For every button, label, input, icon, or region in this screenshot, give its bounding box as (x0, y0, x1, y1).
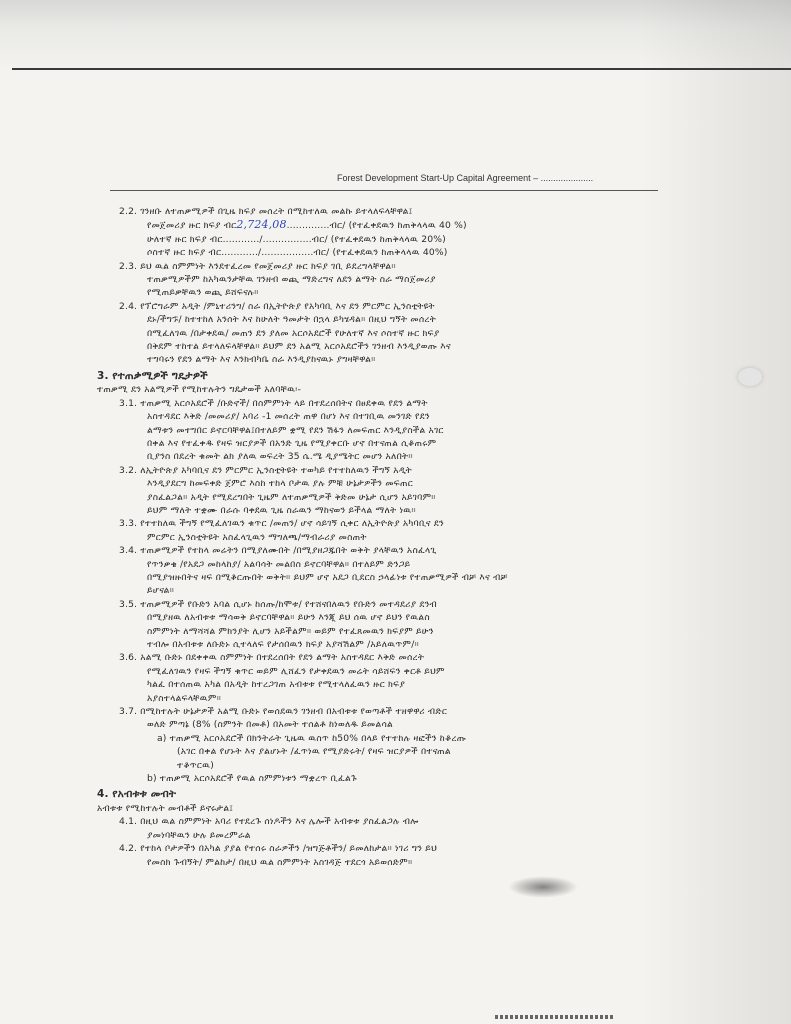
line-text: በሚፈለገዉ /በታቀደዉ/ መጠን ደን ያለመ አርሶአደሮች የሁለተኛ እና ሶስተኛ ዙር ክፍያ (147, 327, 440, 339)
line-text: የሚፈለገዉን የዛፍ ችግኝ ቁጥር ወይም ሊሸፈን የታቀደዉን መሬት ሳይሸፍን ቀርቶ ይህም (147, 665, 445, 677)
line-text: 3.2. ለኢትዮጵያ አካባቢና ደን ምርምር ኢንስቲትዩት ተወካይ የተተከለዉን ችግኝ አዲት (119, 464, 412, 476)
line-text: ልማቱን መተግበር ይኖርባቸዋል፤በተለይም ቋሚ የደን ሽፋን ለመፍጠር እንዲያስችል አገር (147, 424, 444, 436)
text-line (97, 571, 677, 584)
text-line (97, 260, 677, 273)
line-text: ቢያንስ በደረት ቁመት ልክ ያለዉ ወፍረት 35 ሴ.ሜ ዲያሜትር መሆን አለበት። (147, 451, 413, 463)
line-text: ምርምር ኢንስቲትዩት አስፈላጊዉን ማግለጫ/ማብራሪያ መስጠት (147, 531, 367, 543)
text-line (97, 246, 677, 259)
line-text: 4. የአብቱቱ መብት (97, 788, 177, 801)
line-text: በቀል እና የተፈቀዱ የዛፍ ዝርያዎች በአንድ ጊዜ የሚያቀርቡ ሆኖ በተናጠል ሲቆጠሩም (147, 437, 437, 449)
text-line (97, 544, 677, 557)
line-text: የመጀመሪያ ዙር ክፍያ ብር (147, 220, 237, 232)
text-line (97, 313, 677, 326)
text-line (97, 504, 677, 517)
text-line (97, 638, 677, 651)
text-line (97, 842, 677, 855)
line-text: አስተዳደር እቅድ /መመሪያ/ አባሪ -1 መሰረት ጠዋ በሆነ እና በተገቢዉ መንገድ የደን (147, 411, 430, 423)
line-text: 2.3. ይህ ዉል ስምምነት እንደተፈረመ የመጀመሪያ ዙር ክፍያ ገቢ ይደረግላቸዋል። (119, 260, 396, 272)
line-text: ይህም ማለት ተቋሙ በራሱ ባቀደዉ ጊዜ ስራዉን ማከናወን ይችላል ማለት ነዉ። (147, 504, 416, 516)
text-line (97, 625, 677, 638)
line-text: ተቆጥርዉ) (177, 759, 214, 771)
line-text: ይሆናል። (147, 585, 175, 597)
line-text: የጥንቃቄ /የአደጋ መከላከያ/ አልባሳት መልበስ ይኖርባቸዋል። በተለይም ድንጋይ (147, 558, 411, 570)
document-body (97, 205, 677, 869)
text-line (97, 437, 677, 450)
paper-blot (738, 368, 762, 386)
text-line (97, 450, 677, 463)
text-line (97, 477, 677, 490)
line-text: 2.2. ገንዘቡ ለተጠቃሚዎች በጊዜ ክፍያ መሰረት በሚከተለዉ መልኩ ይተላለፍላቸዋል፤ (119, 206, 413, 217)
text-line (97, 856, 677, 869)
text-line (97, 705, 677, 718)
line-text: በሚያዝዙበትና ዛፍ በሚቆርጡበት ወቅት። ይህም ሆኖ አደጋ ቢደርስ ኃላፊነቱ የተጠቃሚዎች ብቻ እና ብቻ (147, 571, 508, 583)
text-line (97, 611, 677, 624)
ink-smudge (508, 876, 578, 898)
text-line (97, 829, 677, 842)
text-line (97, 273, 677, 286)
text-line (97, 517, 677, 530)
running-header: Forest Development Start-Up Capital Agreement – ..................... (337, 173, 594, 183)
line-text: 4.1. በዚህ ዉል ስምምነት አባሪ የተደረጉ ሰነዶችን እና ሌሎች አብቱቱ ያስፈልጋሉ ብሎ (119, 816, 419, 828)
text-line (97, 665, 677, 678)
text-line (97, 558, 677, 571)
line-text-continued: ..............ብር/ (የተፈቀደዉን ከጠቅላላዉ 40 %) (286, 220, 467, 232)
line-text: 3. የተጠቃሚዎች ግዴታዎች (97, 369, 208, 382)
text-line (97, 772, 677, 785)
line-text: አብቱቱ የሚከተሉት መብቶች ይኖሩታል፤ (97, 802, 234, 814)
text-line (97, 464, 677, 477)
line-text: (አገር በቀል የሆኑት እና ያልሆኑት /ፈጥነዉ የሚያድሩት/ የዛፍ ዝርያዎች በተናጠል (177, 746, 451, 758)
line-text: ስምምነት ለማሻሻል ምክንያት ሊሆን አይችልም። ወይም የተፈጸመዉን ክፍያም ይሁን (147, 625, 434, 637)
text-line (97, 340, 677, 353)
line-text: b) ተጠቃሚ አርሶአደሮች የዉል ስምምነቱን ማቋረጥ ቢፈልጉ (147, 773, 357, 785)
line-text: 3.1. ተጠቃሚ አርሶአደሮች /ቡድኖች/ በስምምነት ላይ በተደረሰበትና በፀደቀዉ የደን ልማት (119, 397, 428, 409)
text-line (97, 692, 677, 705)
text-line (97, 815, 677, 828)
text-line (97, 383, 677, 396)
text-line (97, 802, 677, 815)
text-line (97, 424, 677, 437)
line-text: 3.3. የተተከለዉ ችግኝ የሚፈለገዉን ቁጥር /መጠን/ ሆኖ ሳይገኝ ሲቀር ለኢትዮጵያ አካባቢና ደን (119, 518, 444, 530)
text-line (97, 300, 677, 313)
page-top-rule (12, 68, 791, 70)
line-text: a) ተጠቃሚ አርሶአደሮች በክንትራት ጊዜዉ ዉስጥ ከ50% በላይ የተተከሉ ዛፎችን ከቆረጡ (157, 732, 467, 744)
line-text: ደኑ/ችግኙ/ ከተተከለ አንሰት እና ከሁለት ዓመታት በኋላ ይካሄዳል። በዚህ ግኝት መሰረት (147, 314, 437, 326)
text-line (97, 353, 677, 366)
text-line (97, 598, 677, 611)
line-text: የመስክ ጉብኝት/ ምልከታ/ በዚህ ዉል ስምምነት አስገዳጅ ተደርጎ አይወሰድም። (147, 856, 413, 868)
text-line (97, 286, 677, 299)
line-text: ሁለተኛ ዙር ክፍያ ብር............/................ብር/ (የተፈቀደዉን ከጠቅላላዉ 20%) (147, 233, 446, 245)
line-text: 3.6. አልሚ ቡድኑ በደቀቀዉ ስምምነት በተደረሰበት የደን ልማት አስተዳደር እቅድ መሰረት (119, 652, 425, 664)
text-line (97, 410, 677, 423)
line-text: 4.2. የተከላ ቦታዎችን በአካል ያያል የተሰሩ ስራዎችን /ዝግጅቶችን/ ይመለከታል። ነገሪ ግን ይህ (119, 843, 438, 855)
text-line (97, 491, 677, 504)
line-text: 3.7. በሚከተሉት ሁኔታዎች አልሚ ቡድኑ የወሰደዉን ገንዘብ በአብቱቱ የወጣቶች ተዘዋዋሪ ብድር (119, 706, 448, 718)
text-line (97, 218, 677, 232)
line-text: 2.4. የፕሮግራም አዲት /ምኒተሪንግ/ ስራ በኢትዮጵያ የአካባቢ እና ደን ምርምር ኢንስቲትዩት (119, 300, 435, 312)
text-line (97, 233, 677, 246)
section-heading (97, 370, 677, 383)
line-text: ካልፈ በተሰጠዉ አካል በአዲት ከተረጋገጠ አብቱቱ የሚተላለፈዉን ዙር ክፍያ (147, 679, 406, 691)
handwritten-amount: 2,724,08 (236, 218, 287, 232)
line-text: 3.5. ተጠቃሚዎች የቡድን አባል ሲሆኑ ከሰጡ/ከሞቱ/ የተሸናበለዉን የቡድን መተዳደሪያ ደንብ (119, 598, 438, 610)
text-line (97, 732, 677, 745)
bottom-scan-mark (495, 1015, 615, 1019)
text-line (97, 397, 677, 410)
text-line (97, 205, 677, 218)
text-line (97, 759, 677, 772)
line-text: ያስፈልጋል። አዲት የሚደረግበት ጊዜም ለተጠቃሚዎች ቅድመ ሁኔታ ሲሆን አይገባም። (147, 491, 436, 503)
line-text: አያስተላልፍላቸዉም። (147, 692, 222, 704)
header-underline (110, 190, 658, 191)
line-text: ወለድ ምጣኔ (8% (ስምንት በመቶ) በአመት ተሰልቶ ከነወለዱ ይመልሳል (147, 719, 393, 731)
line-text: ሶስተኛ ዙር ክፍያ ብር............/.................ብር/ (የተፈቀደዉን ከጠቅላላዉ 40%) (147, 247, 448, 259)
line-text: በሚያዘዉ ለአብቱቱ ማሳወቅ ይኖርባቸዋል። ይሁን እንጂ ይህ ሰዉ ሆኖ ይህን የዉልስ (147, 612, 430, 624)
line-text: ተጠቃሚ ደን አልሚዎች የሚከተሉትን ግዴታወች አለባቸዉ፡- (97, 384, 302, 396)
line-text: በቅደም ተከተል ይተላለፍላቸዋል። ይህም ደን አልሚ አርሶአደሮችን ገንዘብ እንዲያወጡ እና (147, 341, 451, 353)
line-text: እንዲያደርግ ከመፍቀድ ጀምሮ እስከ ተከላ ቦታዉ ያሉ ምቹ ሁኔታዎችን መፍጠር (147, 478, 414, 490)
line-text: ተግባሩን የደን ልማት እና እንክብካቤ ስራ እንዲያከናዉኑ ያግዛቸዋል። (147, 354, 376, 366)
line-text: ተብሎ በአብቱቱ ለቡድኑ ሲተላለፍ የታሰበዉን ክፍያ አያሻሽልም /አይለዉጥም/። (147, 639, 419, 650)
line-text: 3.4. ተጠቃሚዎች የተከላ መሬትን በሚያለሙበት /በሚያዘጋጁበት ወቅት ያላቸዉን አስፈላጊ (119, 545, 437, 557)
line-text: የሚጠይቃቸዉን ወጪ ይሸፍናሉ። (147, 287, 259, 299)
text-line (97, 745, 677, 758)
text-line (97, 327, 677, 340)
section-heading (97, 788, 677, 801)
text-line (97, 584, 677, 597)
text-line (97, 531, 677, 544)
line-text: ተጠቃሚዎችም ከአካዉንታቸዉ ገንዘብ ወጪ ማድረግና ለደን ልማት ስራ ማስጀመሪያ (147, 274, 436, 286)
text-line (97, 718, 677, 731)
text-line (97, 678, 677, 691)
text-line (97, 651, 677, 664)
line-text: ያመነባቸዉን ሁሉ ይመረምራል (147, 829, 251, 841)
